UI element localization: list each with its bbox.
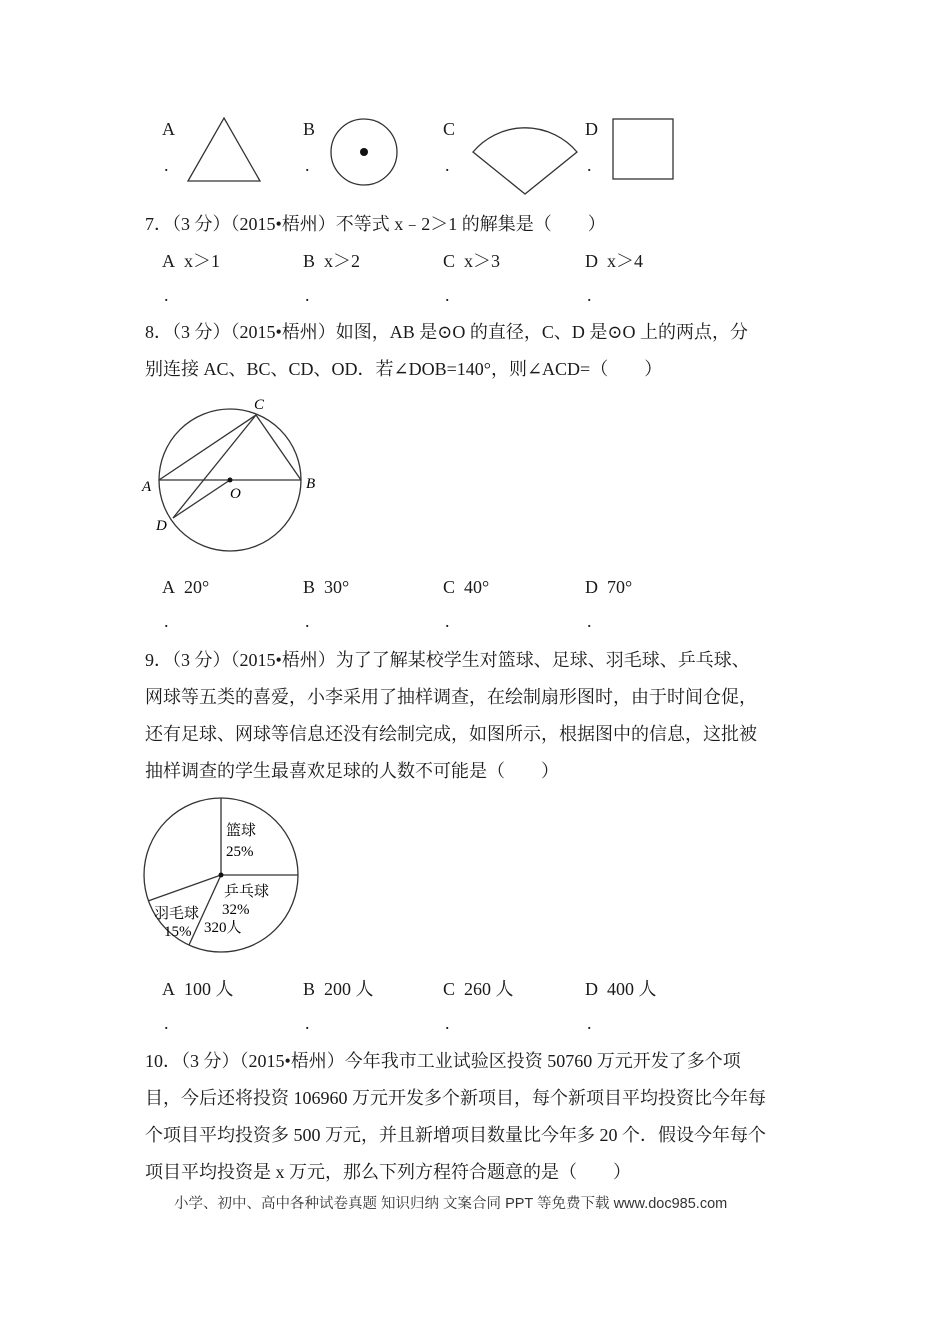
q7-option-a-text: x＞1 — [184, 251, 220, 271]
q8-chord-bc — [256, 415, 301, 480]
q9-option-a — [162, 979, 234, 999]
q7-option-c-text: x＞3 — [464, 251, 501, 271]
q9-option-a-letter: A — [162, 979, 175, 999]
q6-option-a-dot: . — [164, 155, 169, 175]
q9-badminton-label: 羽毛球 — [154, 906, 200, 922]
q9-divider-left — [148, 875, 221, 901]
q10-line-3: 个项目平均投资多 500 万元，并且新增项目数量比今年多 20 个．假设今年每个 — [145, 1125, 766, 1145]
q9-option-b-dot: . — [305, 1013, 310, 1033]
q9-option-d-dot: . — [587, 1013, 592, 1033]
q8-chord-ac — [159, 415, 256, 480]
q8-label-o: O — [230, 486, 241, 502]
q9-pingpong-count: 320人 — [204, 920, 242, 936]
circle-with-center-dot-icon — [328, 116, 400, 188]
q8-option-d — [585, 577, 632, 597]
q8-label-d: D — [156, 518, 167, 534]
q7-text: 7．（3 分）（2015•梧州）不等式 x﹣2＞1 的解集是（ ） — [145, 214, 606, 234]
q6-option-d-letter: D — [585, 119, 598, 139]
q9-option-c-dot: . — [445, 1013, 450, 1033]
q9-basketball-pct: 25% — [226, 844, 254, 860]
q6-option-c-letter: C — [443, 119, 456, 139]
sector-icon — [468, 110, 582, 198]
q9-option-a-text: 100 人 — [184, 979, 234, 999]
q7-option-d-text: x＞4 — [607, 251, 643, 271]
q7-option-c-dot: . — [445, 285, 450, 305]
q8-line-2: 别连接 AC、BC、CD、OD．若∠DOB=140°，则∠ACD=（ ） — [145, 359, 663, 379]
q9-option-c — [443, 979, 514, 999]
q9-option-c-letter: C — [443, 979, 456, 999]
q7-option-b-text: x＞2 — [324, 251, 361, 271]
square-icon — [611, 117, 677, 183]
q7-option-a — [162, 251, 220, 271]
q8-chord-cd — [173, 415, 256, 518]
q6-option-a-letter: A — [162, 119, 175, 139]
q9-badminton-pct: 15% — [164, 924, 192, 940]
q8-option-c-text: 40° — [464, 577, 490, 597]
q9-line-3: 还有足球、网球等信息还没有绘制完成，如图所示，根据图中的信息，这批被 — [145, 724, 757, 744]
q9-option-b — [303, 979, 374, 999]
q8-label-a: A — [142, 479, 152, 495]
q9-line-4: 抽样调查的学生最喜欢足球的人数不可能是（ ） — [145, 761, 559, 781]
q8-line-1: 8．（3 分）（2015•梧州）如图，AB 是⊙O 的直径，C、D 是⊙O 上的两点，分 — [145, 322, 748, 342]
q7-option-c-letter: C — [443, 251, 456, 271]
q8-circle-figure — [138, 395, 328, 560]
q9-option-a-dot: . — [164, 1013, 169, 1033]
triangle-icon — [186, 114, 262, 184]
q9-option-b-letter: B — [303, 979, 316, 999]
q8-option-a-text: 20° — [184, 577, 210, 597]
q10-line-1: 10．（3 分）（2015•梧州）今年我市工业试验区投资 50760 万元开发了多个项 — [145, 1051, 741, 1071]
q9-basketball-label: 篮球 — [226, 823, 257, 839]
q8-option-b-letter: B — [303, 577, 316, 597]
q8-option-b — [303, 577, 349, 597]
q9-option-b-text: 200 人 — [324, 979, 374, 999]
q7-option-b-letter: B — [303, 251, 316, 271]
q8-segment-od — [173, 480, 230, 518]
q9-pingpong-pct: 32% — [222, 902, 250, 918]
q9-pingpong-label: 乒乓球 — [224, 884, 270, 900]
q8-option-c — [443, 577, 489, 597]
q10-line-4: 项目平均投资是 x 万元，那么下列方程符合题意的是（ ） — [145, 1162, 631, 1182]
q7-option-b-dot: . — [305, 285, 310, 305]
q8-option-d-text: 70° — [607, 577, 633, 597]
q8-label-c: C — [254, 397, 265, 413]
q7-option-a-dot: . — [164, 285, 169, 305]
q8-label-b: B — [306, 476, 316, 492]
q9-line-2: 网球等五类的喜爱，小李采用了抽样调查，在绘制扇形图时，由于时间仓促， — [145, 687, 757, 707]
q9-center-point — [219, 873, 224, 878]
q8-option-d-letter: D — [585, 577, 598, 597]
q6-option-d-dot: . — [587, 155, 592, 175]
q7-option-c — [443, 251, 500, 271]
q10-line-2: 目，今后还将投资 106960 万元开发多个新项目，每个新项目平均投资比今年每 — [145, 1088, 766, 1108]
q9-option-d-text: 400 人 — [607, 979, 657, 999]
q9-pie-chart — [140, 795, 305, 955]
q8-option-b-text: 30° — [324, 577, 350, 597]
q8-option-c-letter: C — [443, 577, 456, 597]
q8-option-b-dot: . — [305, 611, 310, 631]
q8-option-c-dot: . — [445, 611, 450, 631]
q8-option-d-dot: . — [587, 611, 592, 631]
q6-option-b-letter: B — [303, 119, 316, 139]
page-footer: 小学、初中、高中各种试卷真题 知识归纳 文案合同 PPT 等免费下载 www.doc985.com — [174, 1196, 728, 1212]
q7-option-a-letter: A — [162, 251, 175, 271]
q7-option-d-dot: . — [587, 285, 592, 305]
q9-line-1: 9．（3 分）（2015•梧州）为了了解某校学生对篮球、足球、羽毛球、乒乓球、 — [145, 650, 750, 670]
q6-option-b-dot: . — [305, 155, 310, 175]
q8-option-a-dot: . — [164, 611, 169, 631]
q9-option-d-letter: D — [585, 979, 598, 999]
q7-option-d-letter: D — [585, 251, 598, 271]
q9-option-c-text: 260 人 — [464, 979, 514, 999]
q6-option-c-dot: . — [445, 155, 450, 175]
q8-option-a — [162, 577, 209, 597]
q8-center-point — [228, 478, 233, 483]
q8-option-a-letter: A — [162, 577, 175, 597]
q7-option-d — [585, 251, 643, 271]
q9-option-d — [585, 979, 657, 999]
q7-option-b — [303, 251, 360, 271]
